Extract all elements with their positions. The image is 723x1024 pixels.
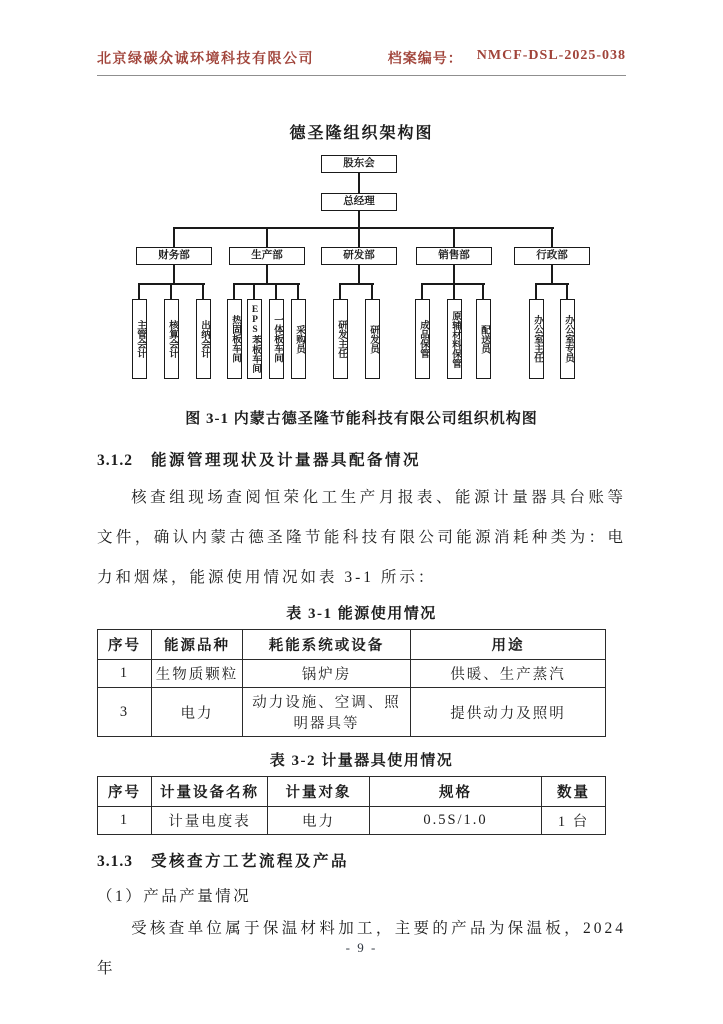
connector-line [358, 173, 360, 193]
column-header: 数量 [542, 777, 606, 807]
orgchart-role: 主管会计 [132, 299, 147, 379]
header-company-name: 北京绿碳众诚环境科技有限公司 [97, 52, 314, 67]
section-heading-3-1-2 [97, 448, 626, 470]
orgchart-role: 成品保管 [415, 299, 430, 379]
table-cell: 1 台 [542, 807, 606, 835]
connector-line [551, 227, 553, 247]
table-cell: 计量电度表 [152, 807, 268, 835]
section-title: 能源管理现状及计量器具配备情况 [151, 452, 422, 469]
table-metering-devices [97, 776, 606, 835]
connector-line [275, 283, 277, 299]
connector-line [421, 283, 423, 299]
orgchart-dept-production: 生产部 [229, 247, 305, 265]
connector-line [202, 283, 204, 299]
section-number: 3.1.3 [97, 853, 133, 870]
connector-line [536, 283, 569, 285]
column-header: 耗能系统或设备 [243, 630, 411, 660]
column-header: 计量对象 [268, 777, 370, 807]
connector-line [371, 283, 373, 299]
connector-line [170, 283, 172, 299]
header-archive [388, 48, 626, 68]
connector-line [358, 227, 360, 247]
connector-line [233, 283, 235, 299]
table-cell: 3 [98, 688, 152, 737]
table-cell: 生物质颗粒 [152, 660, 243, 688]
column-header: 用途 [411, 630, 606, 660]
connector-line [482, 283, 484, 299]
archive-label: 档案编号： [387, 52, 463, 67]
connector-line [358, 265, 360, 283]
column-header: 能源品种 [152, 630, 243, 660]
table-cell: 锅炉房 [243, 660, 411, 688]
column-header: 序号 [98, 630, 152, 660]
table-energy-use [97, 629, 606, 737]
orgchart-box-manager: 总经理 [321, 193, 397, 211]
figure-caption: 图 3-1 内蒙古德圣隆节能科技有限公司组织机构图 [185, 411, 538, 427]
body-paragraph: 受核查单位属于保温材料加工，主要的产品为保温板，2024 年 [97, 920, 626, 977]
section-title: 受核查方工艺流程及产品 [151, 853, 350, 870]
table-row [98, 807, 606, 835]
connector-line [253, 283, 255, 299]
connector-line [173, 265, 175, 283]
table-row [98, 660, 606, 688]
orgchart-role: 出纳会计 [196, 299, 211, 379]
orgchart-dept-sales: 销售部 [416, 247, 492, 265]
table-cell: 0.5S/1.0 [370, 807, 542, 835]
orgchart-role: 办公室主任 [529, 299, 544, 379]
column-header: 计量设备名称 [152, 777, 268, 807]
connector-line [139, 283, 205, 285]
orgchart-role: 研发员 [365, 299, 380, 379]
orgchart-role: 热固板车间 [227, 299, 242, 379]
orgchart-role: 一体板车间 [269, 299, 284, 379]
connector-line [340, 283, 374, 285]
connector-line [266, 265, 268, 283]
connector-line [566, 283, 568, 299]
connector-line [453, 283, 455, 299]
orgchart-role: EPS苯板车间 [247, 299, 262, 379]
connector-line [453, 227, 455, 247]
table-row [98, 688, 606, 737]
table-cell: 电力 [268, 807, 370, 835]
connector-line [138, 283, 140, 299]
table-cell: 1 [98, 660, 152, 688]
connector-line [173, 227, 175, 247]
page-header [97, 0, 626, 76]
column-header: 规格 [370, 777, 542, 807]
section-number: 3.1.2 [97, 452, 133, 469]
section-heading-3-1-3 [97, 849, 626, 871]
table-3-2-caption: 表 3-2 计量器具使用情况 [269, 753, 454, 769]
orgchart-role: 办公室专员 [560, 299, 575, 379]
table-cell: 1 [98, 807, 152, 835]
orgchart-dept-admin: 行政部 [514, 247, 590, 265]
table-3-1-caption: 表 3-1 能源使用情况 [286, 606, 437, 622]
orgchart-title: 德圣隆组织架构图 [289, 125, 434, 142]
table-cell: 供暖、生产蒸汽 [411, 660, 606, 688]
connector-line [551, 265, 553, 283]
orgchart-box-root: 股东会 [321, 155, 397, 173]
connector-line [535, 283, 537, 299]
connector-line [453, 265, 455, 283]
table-header-row [98, 777, 606, 807]
connector-line [297, 283, 299, 299]
orgchart-role: 配送员 [476, 299, 491, 379]
orgchart-role: 采购员 [291, 299, 306, 379]
orgchart-role: 核算会计 [164, 299, 179, 379]
body-paragraph: 核查组现场查阅恒荣化工生产月报表、能源计量器具台账等文件，确认内蒙古德圣隆节能科技有限公司能源消耗种类为：电力和烟煤，能源使用情况如表 3-1 所示： [97, 489, 626, 586]
connector-line [339, 283, 341, 299]
org-chart [97, 147, 626, 387]
table-cell: 电力 [152, 688, 243, 737]
table-cell: 动力设施、空调、照明器具等 [243, 688, 411, 737]
page-number: - 9 - [345, 940, 378, 955]
column-header: 序号 [98, 777, 152, 807]
connector-line [234, 283, 300, 285]
orgchart-role: 原辅材料保管 [447, 299, 462, 379]
orgchart-dept-rnd: 研发部 [321, 247, 397, 265]
archive-number: NMCF-DSL-2025-038 [476, 48, 626, 63]
connector-line [174, 227, 554, 229]
connector-line [358, 211, 360, 227]
list-item-1: （1）产品产量情况 [97, 888, 252, 905]
connector-line [266, 227, 268, 247]
orgchart-role: 研发主任 [333, 299, 348, 379]
orgchart-dept-finance: 财务部 [136, 247, 212, 265]
table-header-row [98, 630, 606, 660]
table-cell: 提供动力及照明 [411, 688, 606, 737]
